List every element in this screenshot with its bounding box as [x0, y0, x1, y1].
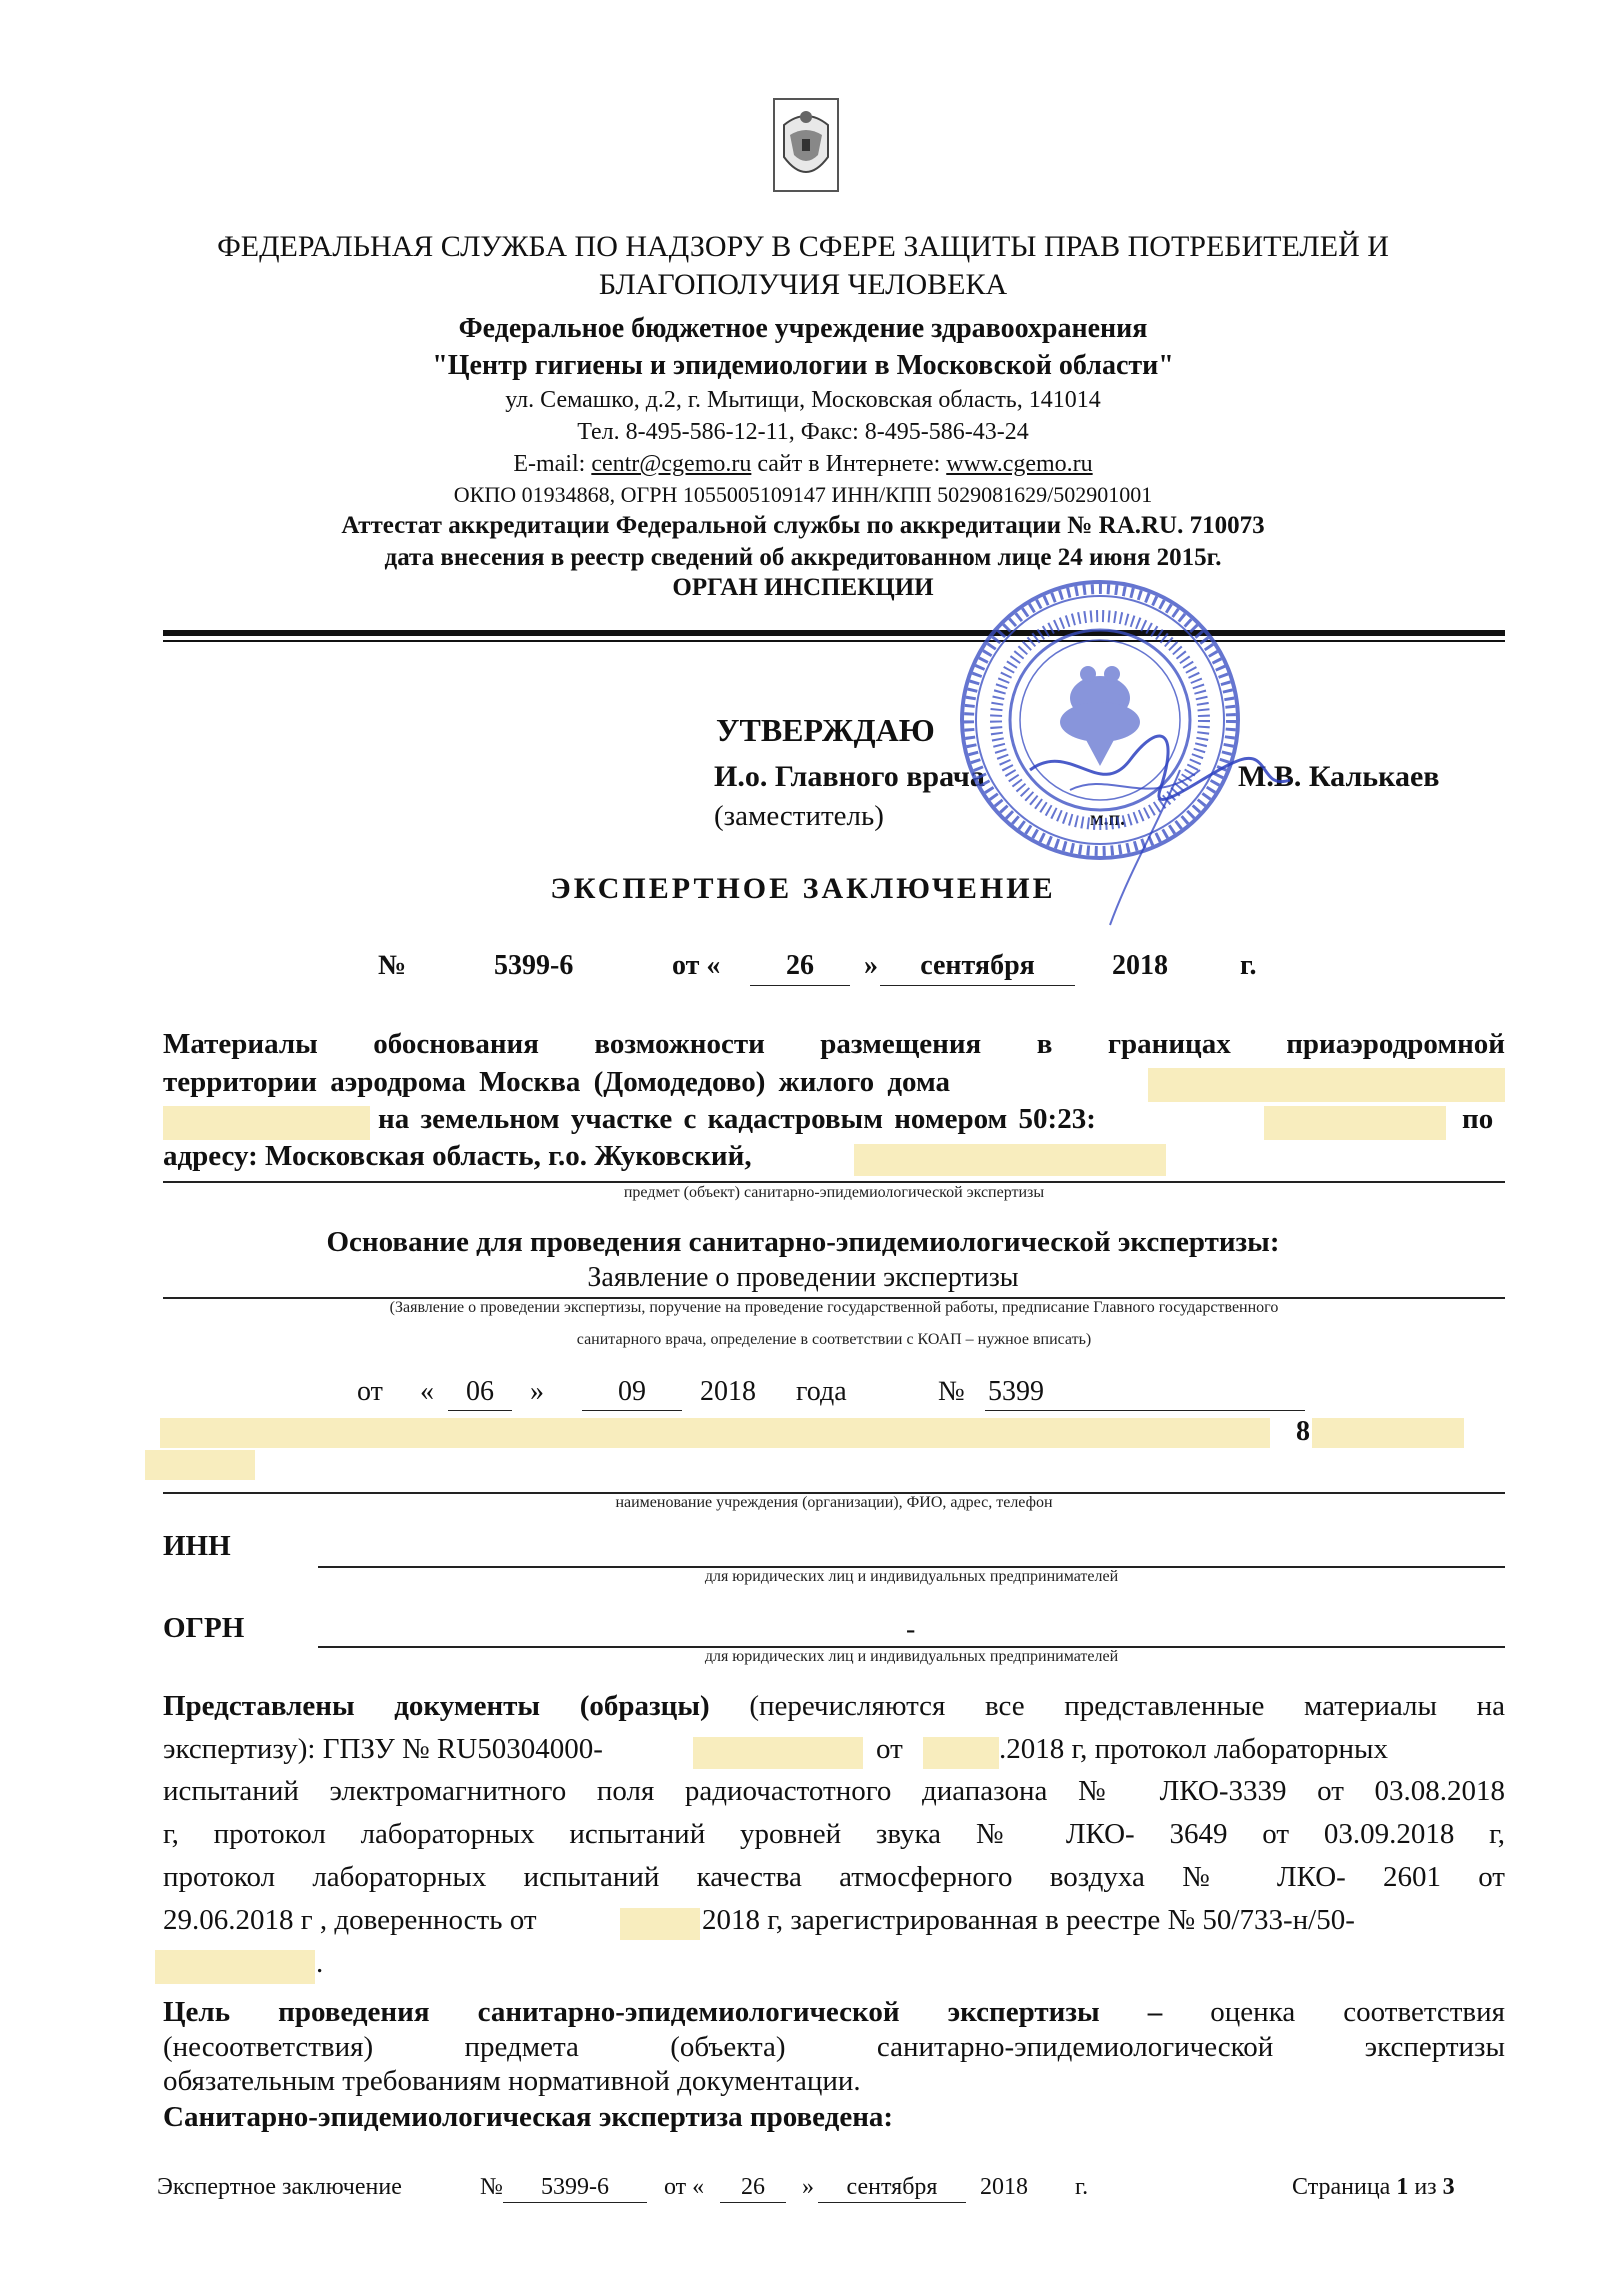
- footer-page-label: Страница: [1292, 2174, 1391, 2200]
- purpose-line-3: обязательным требованиям нормативной документации.: [163, 2065, 861, 2097]
- redaction-cadastral: [1264, 1106, 1446, 1140]
- purpose-title: Цель проведения санитарно-эпидемиологической экспертизы –: [163, 1996, 1163, 2028]
- accreditation-line-2: дата внесения в реестр сведений об аккредитованном лице 24 июня 2015г.: [384, 544, 1222, 571]
- approve-label: УТВЕРЖДАЮ: [716, 712, 935, 748]
- institution-line-2: "Центр гигиены и эпидемиологии в Московской области": [432, 350, 1174, 381]
- basis-close-quote: »: [530, 1376, 544, 1407]
- basis-day: 06: [466, 1376, 494, 1407]
- documents-line-5: протокол лабораторных испытаний качества атмосферного воздуха № ЛКО- 2601 от: [163, 1861, 1505, 1893]
- purpose-line-2: (несоответствия) предмета (объекта) санитарно-эпидемиологической экспертизы: [163, 2031, 1505, 2063]
- basis-month-underline: [582, 1410, 682, 1411]
- redaction-address: [1148, 1068, 1505, 1102]
- document-year: 2018: [1112, 950, 1168, 981]
- approver-name: М.В. Калькаев: [1238, 760, 1440, 793]
- institution-line-1: Федеральное бюджетное учреждение здравоохранения: [458, 313, 1148, 344]
- basis-title: Основание для проведения санитарно-эпидемиологической экспертизы:: [326, 1226, 1280, 1258]
- year-suffix: г.: [1240, 950, 1257, 981]
- footer-total-pages: 3: [1442, 2174, 1455, 2200]
- document-number: 5399-6: [494, 950, 574, 981]
- from-label: от «: [672, 950, 721, 981]
- subject-line-3: на земельном участке с кадастровым номером 50:23:: [378, 1103, 1096, 1135]
- inn-label: ИНН: [163, 1530, 231, 1562]
- subject-underline: [163, 1181, 1505, 1183]
- day-underline: [750, 985, 850, 986]
- org-fragment: 8: [1296, 1416, 1310, 1447]
- redaction-registry-number: [155, 1950, 315, 1984]
- purpose-line-1: [163, 1996, 1505, 2029]
- basis-from-label: от: [357, 1376, 383, 1407]
- documents-line-6-end: 2018 г, зарегистрированная в реестре № 50/733-н/50-: [702, 1904, 1355, 1936]
- header-codes: ОКПО 01934868, ОГРН 1055005109147 ИНН/КПП 5029081629/502901001: [453, 482, 1153, 507]
- header-rule-thick: [163, 630, 1505, 636]
- signature: [1010, 700, 1310, 930]
- basis-number: 5399: [988, 1376, 1044, 1407]
- basis-year: 2018: [700, 1376, 756, 1407]
- deputy-label: (заместитель): [714, 800, 884, 832]
- subject-caption: предмет (объект) санитарно-эпидемиологической экспертизы: [623, 1184, 1045, 1201]
- conducted-heading: Санитарно-эпидемиологическая экспертиза проведена:: [163, 2101, 894, 2133]
- number-label: №: [378, 950, 407, 981]
- documents-line-1: [163, 1690, 1505, 1723]
- documents-power-of-attorney: 29.06.2018 г , доверенность от: [163, 1904, 537, 1936]
- month-underline: [880, 985, 1075, 986]
- subject-line-3-end: по: [1462, 1103, 1494, 1135]
- basis-day-underline: [448, 1410, 512, 1411]
- footer-number: 5399-6: [541, 2174, 609, 2200]
- document-month: сентября: [920, 950, 1035, 981]
- footer-number-underline: [503, 2202, 647, 2203]
- documents-gpzu-from: от: [876, 1733, 903, 1765]
- header-rule-thin: [163, 640, 1505, 642]
- footer-month-underline: [818, 2202, 966, 2203]
- basis-number-label: №: [938, 1376, 965, 1407]
- footer-page-number: 1: [1396, 2174, 1409, 2200]
- coat-of-arms-emblem: [770, 95, 842, 195]
- basis-month: 09: [618, 1376, 646, 1407]
- footer-number-label: №: [480, 2174, 503, 2200]
- documents-line-4: г, протокол лабораторных испытаний уровней звука № ЛКО- 3649 от 03.09.2018 г,: [163, 1818, 1505, 1850]
- site-link[interactable]: www.cgemo.ru: [946, 451, 1093, 477]
- footer-g: г.: [1075, 2174, 1089, 2200]
- org-caption: наименование учреждения (организации), ФИО, адрес, телефон: [615, 1494, 1053, 1511]
- documents-line-3: испытаний электромагнитного поля радиочастотного диапазона № ЛКО-3339 от 03.08.2018: [163, 1775, 1505, 1807]
- header-phone: Тел. 8-495-586-12-11, Факс: 8-495-586-43-24: [577, 419, 1029, 445]
- email-label: E-mail:: [513, 451, 592, 477]
- seal-mark: м.п.: [1090, 808, 1126, 830]
- subject-line-2: территории аэродрома Москва (Домодедово) жилого дома: [163, 1066, 951, 1098]
- footer-of: из: [1414, 2174, 1437, 2200]
- ogrn-caption: для юридических лиц и индивидуальных предпринимателей: [704, 1648, 1119, 1665]
- purpose-intro: оценка соответствия: [1162, 1996, 1505, 2028]
- redaction-org-phone: [1312, 1418, 1464, 1448]
- footer-year: 2018: [980, 2174, 1028, 2200]
- footer-from: от «: [664, 2174, 705, 2200]
- inn-caption: для юридических лиц и индивидуальных предпринимателей: [704, 1568, 1119, 1585]
- redaction-location: [854, 1144, 1166, 1176]
- basis-caption-2: санитарного врача, определение в соответствии с КОАП – нужное вписать): [576, 1331, 1092, 1348]
- approver-position: И.о. Главного врача: [714, 760, 985, 793]
- subject-line-1: Материалы обоснования возможности размещения в границах приаэродромной: [163, 1028, 1505, 1060]
- footer-day: 26: [741, 2174, 765, 2200]
- ogrn-value: -: [906, 1614, 916, 1645]
- footer-close: »: [802, 2174, 814, 2200]
- quote-close: »: [864, 950, 878, 981]
- basis-year-word: года: [796, 1376, 847, 1407]
- documents-title: Представлены документы (образцы): [163, 1690, 710, 1722]
- redaction-object: [163, 1106, 370, 1140]
- document-title: ЭКСПЕРТНОЕ ЗАКЛЮЧЕНИЕ: [550, 872, 1056, 905]
- accreditation-line-1: Аттестат аккредитации Федеральной службы по аккредитации № RA.RU. 710073: [341, 512, 1265, 539]
- header-contacts: [0, 451, 1606, 478]
- subject-line-4: адресу: Московская область, г.о. Жуковский,: [163, 1140, 752, 1172]
- documents-intro: (перечисляются все представленные материалы на: [709, 1690, 1505, 1722]
- documents-period: .: [316, 1947, 324, 1979]
- redaction-gpzu-date: [923, 1737, 999, 1769]
- documents-gpzu: экспертизу): ГПЗУ № RU50304000-: [163, 1733, 603, 1765]
- footer-day-underline: [720, 2202, 786, 2203]
- email-link[interactable]: centr@cgemo.ru: [591, 451, 752, 477]
- documents-line-2-end: .2018 г, протокол лабораторных: [999, 1733, 1389, 1765]
- redaction-attorney-date: [620, 1908, 700, 1940]
- inspection-body: ОРГАН ИНСПЕКЦИИ: [672, 574, 934, 601]
- redaction-org-line-2: [145, 1450, 255, 1480]
- ogrn-label: ОГРН: [163, 1612, 245, 1644]
- site-label: сайт в Интернете:: [751, 451, 947, 477]
- document-day: 26: [786, 950, 814, 981]
- redaction-org-line-1: [160, 1418, 1270, 1448]
- footer-page: [1292, 2174, 1455, 2201]
- agency-line-1: ФЕДЕРАЛЬНАЯ СЛУЖБА ПО НАДЗОРУ В СФЕРЕ ЗАЩИТЫ ПРАВ ПОТРЕБИТЕЛЕЙ И: [217, 230, 1389, 263]
- basis-caption-1: (Заявление о проведении экспертизы, поручение на проведение государственной работы, предписание Главного государственного: [389, 1299, 1279, 1316]
- agency-line-2: БЛАГОПОЛУЧИЯ ЧЕЛОВЕКА: [598, 268, 1008, 301]
- footer-month: сентября: [846, 2174, 938, 2200]
- redaction-gpzu-number: [693, 1737, 863, 1769]
- basis-number-underline: [985, 1410, 1305, 1411]
- basis-open-quote: «: [420, 1376, 434, 1407]
- basis-value: Заявление о проведении экспертизы: [587, 1262, 1019, 1293]
- header-address: ул. Семашко, д.2, г. Мытищи, Московская область, 141014: [505, 387, 1101, 413]
- footer-doc-label: Экспертное заключение: [157, 2174, 402, 2200]
